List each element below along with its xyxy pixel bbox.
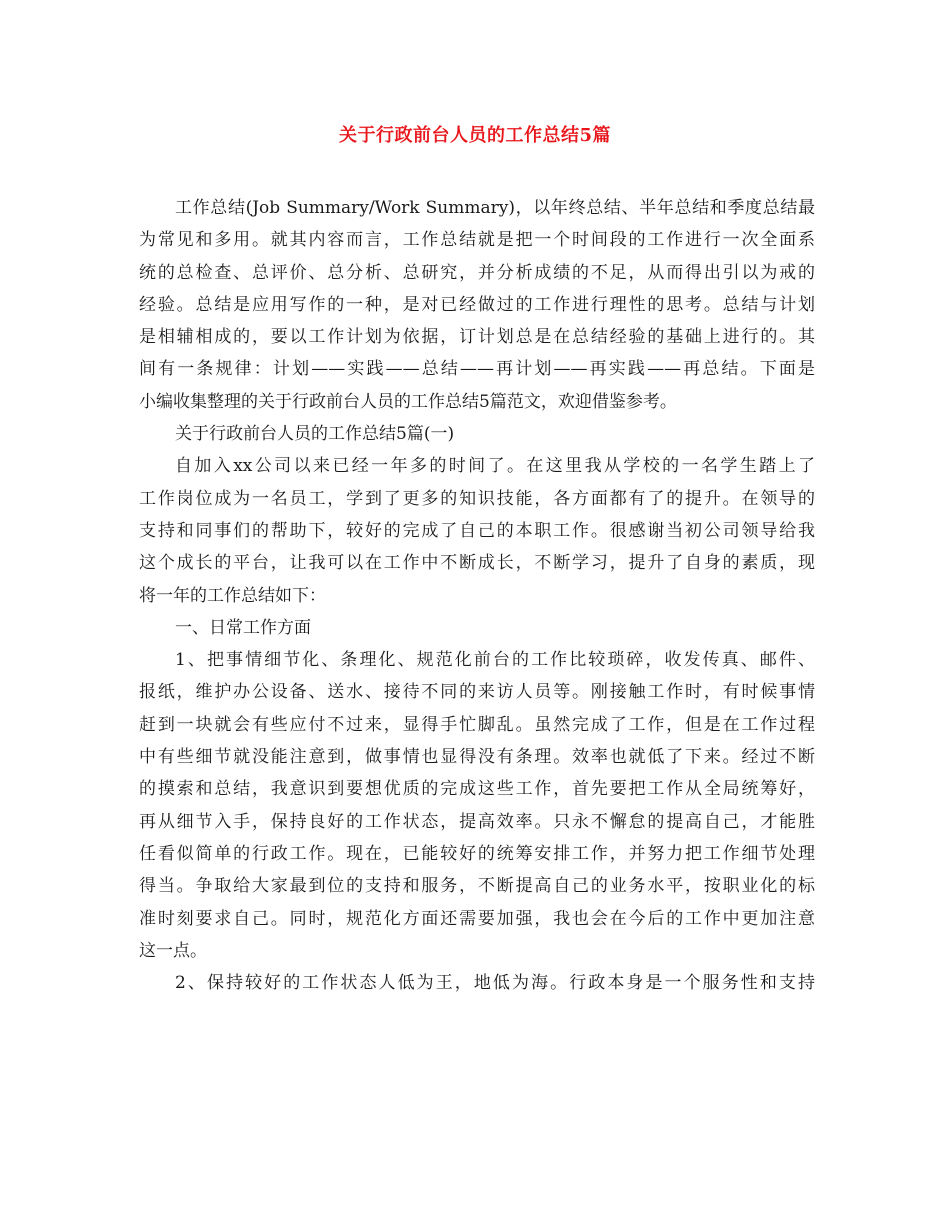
section-heading: 一、日常工作方面 — [175, 617, 311, 638]
paragraph-line: 将一年的工作总结如下： — [139, 585, 326, 606]
document-title: 关于行政前台人员的工作总结5篇 — [338, 125, 612, 146]
paragraph-line: 中有些细节就没能注意到，做事情也显得没有条理。效率也就低了下来。经过不断 — [139, 747, 815, 768]
paragraph-line: 再从细节入手，保持良好的工作状态，提高效率。只永不懈怠的提高自己，才能胜 — [139, 811, 815, 832]
paragraph-line: 工作岗位成为一名员工，学到了更多的知识技能，各方面都有了的提升。在领导的 — [139, 488, 815, 509]
paragraph-line: 小编收集整理的关于行政前台人员的工作总结5篇范文，欢迎借鉴参考。 — [139, 391, 677, 412]
paragraph-line: 自加入xx公司以来已经一年多的时间了。在这里我从学校的一名学生踏上了 — [175, 456, 815, 477]
paragraph-line: 统的总检查、总评价、总分析、总研究，并分析成绩的不足，从而得出引以为戒的 — [139, 262, 815, 283]
section-heading: 关于行政前台人员的工作总结5篇(一) — [175, 424, 455, 445]
paragraph-line: 1、把事情细节化、条理化、规范化前台的工作比较琐碎，收发传真、邮件、 — [175, 650, 815, 671]
paragraph-line: 为常见和多用。就其内容而言，工作总结就是把一个时间段的工作进行一次全面系 — [139, 230, 815, 251]
paragraph-line: 间有一条规律：计划——实践——总结——再计划——再实践——再总结。下面是 — [139, 359, 815, 380]
paragraph-line: 的摸索和总结，我意识到要想优质的完成这些工作，首先要把工作从全局统筹好， — [139, 779, 815, 800]
paragraph-line: 是相辅相成的，要以工作计划为依据，订计划总是在总结经验的基础上进行的。其 — [139, 327, 815, 348]
paragraph-line: 得当。争取给大家最到位的支持和服务，不断提高自己的业务水平，按职业化的标 — [139, 876, 815, 897]
paragraph-line: 经验。总结是应用写作的一种，是对已经做过的工作进行理性的思考。总结与计划 — [139, 294, 815, 315]
paragraph-line: 准时刻要求自己。同时，规范化方面还需要加强，我也会在今后的工作中更加注意 — [139, 908, 815, 929]
paragraph-line: 这个成长的平台，让我可以在工作中不断成长，不断学习，提升了自身的素质，现 — [139, 553, 815, 574]
document-body — [139, 192, 815, 999]
paragraph-line: 任看似简单的行政工作。现在，已能较好的统筹安排工作，并努力把工作细节处理 — [139, 843, 815, 864]
paragraph-line: 赶到一块就会有些应付不过来，显得手忙脚乱。虽然完成了工作，但是在工作过程 — [139, 714, 815, 735]
paragraph-line: 这一点。 — [139, 940, 207, 961]
paragraph-line: 报纸，维护办公设备、送水、接待不同的来访人员等。刚接触工作时，有时候事情 — [139, 682, 815, 703]
paragraph-line: 2、保持较好的工作状态人低为王，地低为海。行政本身是一个服务性和支持 — [175, 973, 815, 994]
paragraph-line: 工作总结(Job Summary/Work Summary)，以年终总结、半年总结和季度总结最 — [175, 198, 815, 218]
paragraph-line: 支持和同事们的帮助下，较好的完成了自己的本职工作。很感谢当初公司领导给我 — [139, 520, 815, 541]
